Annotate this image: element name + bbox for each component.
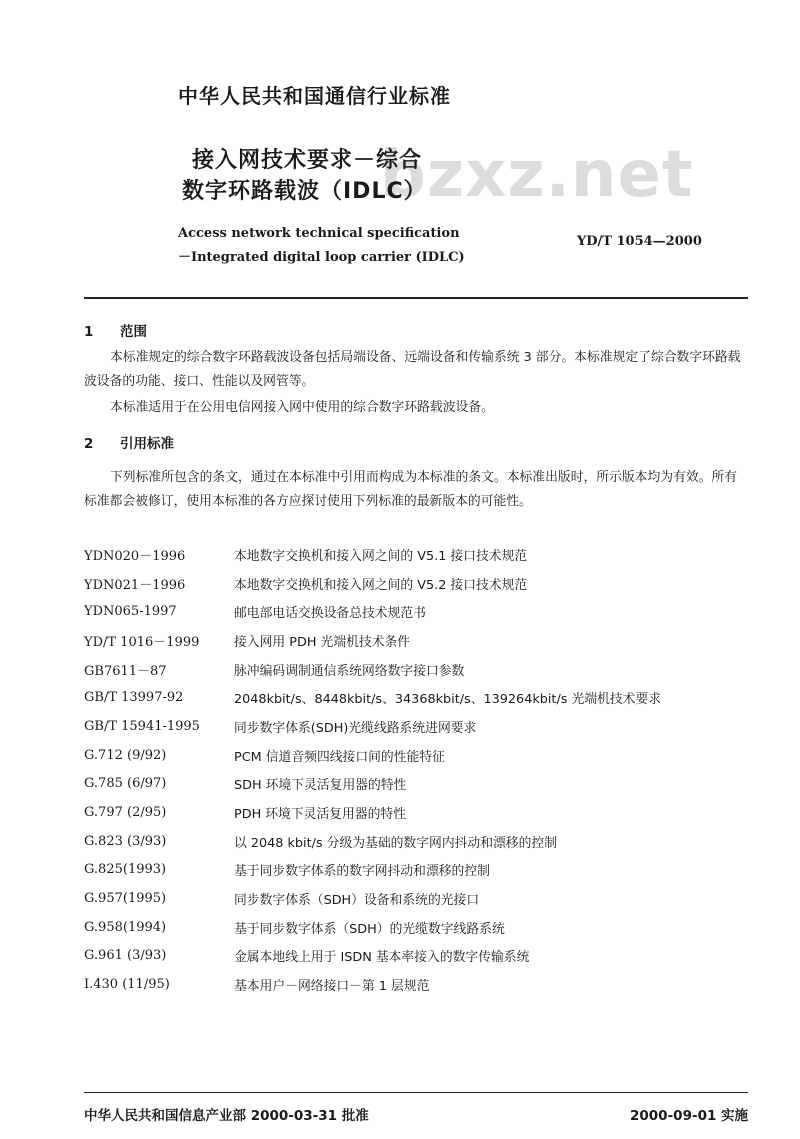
list-item <box>84 683 744 712</box>
section-1-number: 1 <box>84 324 94 340</box>
reference-title: 2048kbit/s、8448kbit/s、34368kbit/s、139264kbit/s 光端机技术要求 <box>234 692 662 708</box>
list-item <box>84 770 744 799</box>
reference-code: YD/T 1016－1999 <box>84 634 200 650</box>
reference-code: GB/T 15941-1995 <box>84 718 200 734</box>
effective-date: 2000-09-01 实施 <box>630 1108 749 1124</box>
section-1-paragraph-1: 本标准规定的综合数字环路载波设备包括局端设备、远端设备和传输系统 3 部分。本标准规定了综合数字环路载波设备的功能、接口、性能以及网管等。 <box>84 350 741 389</box>
list-item <box>84 798 744 827</box>
reference-title: 本地数字交换机和接入网之间的 V5.1 接口技术规范 <box>234 548 528 564</box>
section-2-title: 引用标准 <box>120 436 174 452</box>
reference-code: I.430 (11/95) <box>84 977 170 993</box>
reference-title: 本地数字交换机和接入网之间的 V5.2 接口技术规范 <box>234 577 528 593</box>
standard-number: YD/T 1054—2000 <box>577 234 702 249</box>
section-2-paragraph-1: 下列标准所包含的条文，通过在本标准中引用而构成为本标准的条文。本标准出版时，所示版本均为有效。所有标准都会被修订，使用本标准的各方应探讨使用下列标准的最新版本的可能性。 <box>84 470 738 509</box>
section-1-title: 范围 <box>120 324 147 340</box>
section-1-heading <box>84 320 147 340</box>
reference-title: SDH 环境下灵活复用器的特性 <box>234 778 407 794</box>
approval-line: 中华人民共和国信息产业部 2000-03-31 批准 <box>84 1108 369 1124</box>
list-item <box>84 712 744 741</box>
reference-title: PDH 环境下灵活复用器的特性 <box>234 807 407 823</box>
list-item <box>84 626 744 655</box>
list-item <box>84 597 744 626</box>
reference-title: 基本用户－网络接口－第 1 层规范 <box>234 979 430 995</box>
reference-title: 基于同步数字体系的数字网抖动和漂移的控制 <box>234 864 490 880</box>
referenced-standards-list <box>84 540 744 999</box>
list-item <box>84 655 744 684</box>
reference-title: PCM 信道音频四线接口间的性能特征 <box>234 749 445 765</box>
reference-title: 金属本地线上用于 ISDN 基本率接入的数字传输系统 <box>234 950 530 966</box>
reference-title: 同步数字体系(SDH)光缆线路系统进网要求 <box>234 720 477 736</box>
reference-code: G.825(1993) <box>84 862 167 878</box>
reference-title: 以 2048 kbit/s 分级为基础的数字网内抖动和漂移的控制 <box>234 835 557 851</box>
header-divider <box>84 297 748 299</box>
reference-code: G.712 (9/92) <box>84 747 167 763</box>
list-item <box>84 913 744 942</box>
reference-code: YDN065-1997 <box>84 604 177 620</box>
list-item <box>84 569 744 598</box>
reference-code: G.823 (3/93) <box>84 833 167 849</box>
section-2-number: 2 <box>84 436 94 452</box>
title-cn-line1: 接入网技术要求－综合 <box>192 148 423 173</box>
reference-code: G.958(1994) <box>84 919 167 935</box>
reference-title: 基于同步数字体系（SDH）的光缆数字线路系统 <box>234 921 505 937</box>
title-cn-line2: 数字环路载波（IDLC） <box>182 179 427 204</box>
list-item <box>84 741 744 770</box>
section-2-heading <box>84 432 174 452</box>
reference-code: G.957(1995) <box>84 891 167 907</box>
reference-title: 邮电部电话交换设备总技术规范书 <box>234 606 426 622</box>
reference-code: GB7611－87 <box>84 663 167 679</box>
title-en-line1: Access network technical specification <box>178 226 460 241</box>
issuing-organization: 中华人民共和国通信行业标准 <box>178 84 451 108</box>
list-item <box>84 884 744 913</box>
reference-code: G.961 (3/93) <box>84 948 167 964</box>
section-1-paragraph-2: 本标准适用于在公用电信网接入网中使用的综合数字环路载波设备。 <box>110 400 494 415</box>
footer-divider <box>84 1092 748 1093</box>
list-item <box>84 827 744 856</box>
reference-title: 同步数字体系（SDH）设备和系统的光接口 <box>234 893 480 909</box>
reference-code: YDN021－1996 <box>84 577 186 593</box>
list-item <box>84 540 744 569</box>
title-en-line2: －Integrated digital loop carrier (IDLC) <box>178 250 465 265</box>
watermark: bzxz.net <box>380 138 694 212</box>
list-item <box>84 970 744 999</box>
reference-code: YDN020－1996 <box>84 548 186 564</box>
reference-code: GB/T 13997-92 <box>84 690 184 706</box>
reference-title: 接入网用 PDH 光端机技术条件 <box>234 634 411 650</box>
reference-title: 脉冲编码调制通信系统网络数字接口参数 <box>234 663 465 679</box>
reference-code: G.785 (6/97) <box>84 776 167 792</box>
reference-code: G.797 (2/95) <box>84 805 167 821</box>
list-item <box>84 942 744 971</box>
list-item <box>84 856 744 885</box>
